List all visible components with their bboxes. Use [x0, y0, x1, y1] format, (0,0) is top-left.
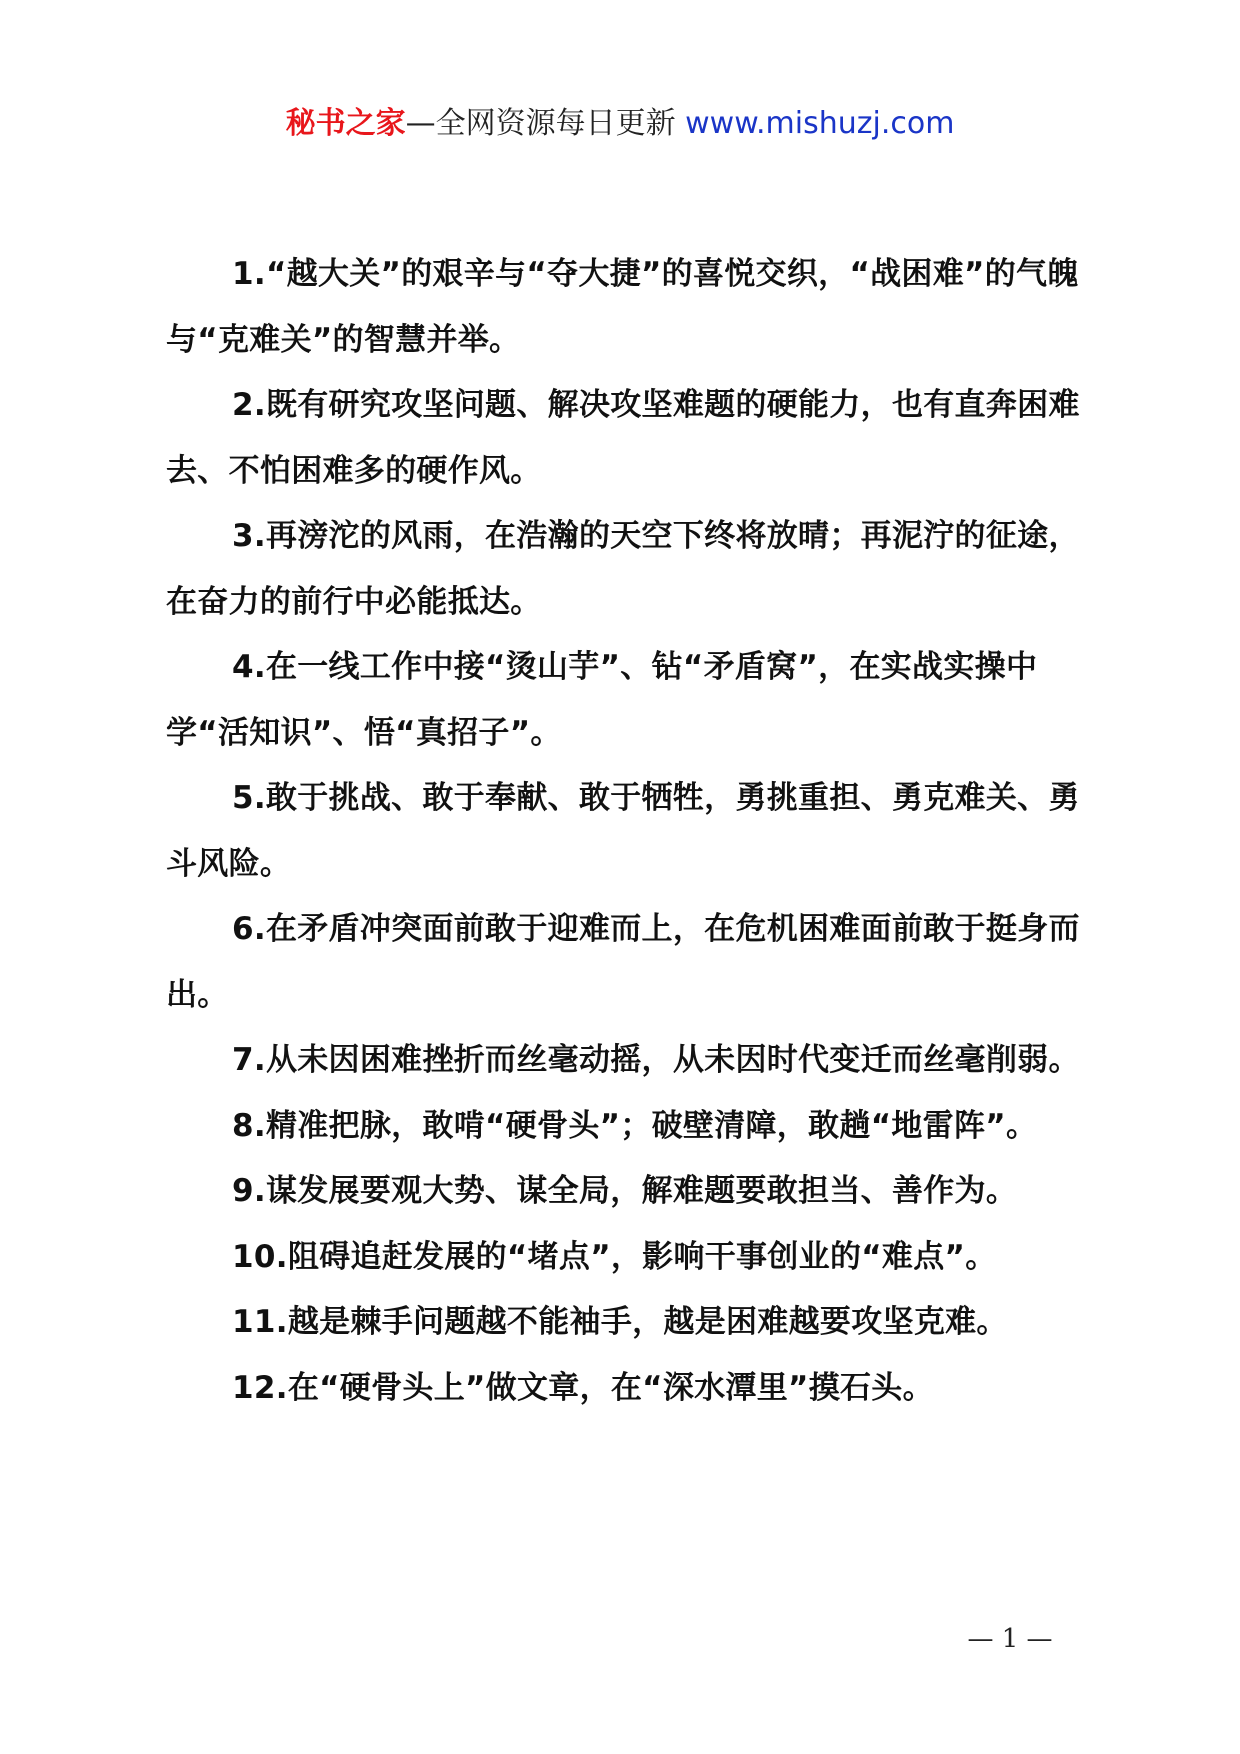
paragraph-8: 8.精准把脉，敢啃“硬骨头”；破壁清障，敢趟“地雷阵”。	[232, 1107, 1038, 1144]
website-url[interactable]: www.mishuzj.com	[685, 106, 955, 141]
paragraph-11: 11.越是棘手问题越不能袖手，越是困难越要攻坚克难。	[232, 1304, 1008, 1340]
brand-name: 秘书之家	[285, 106, 406, 141]
page-header	[0, 104, 1240, 144]
paragraph-12: 12.在“硬骨头上”做文章，在“深水潭里”摸石头。	[232, 1369, 934, 1406]
paragraph-5: 5.敢于挑战、敢于奉献、敢于牺牲，勇挑重担、勇克难关、勇斗风险。	[166, 780, 1080, 882]
paragraph-1: 1.“越大关”的艰辛与“夺大捷”的喜悦交织，“战困难”的气魄与“克难关”的智慧并举。	[166, 256, 1079, 358]
paragraph-3: 3.再滂沱的风雨，在浩瀚的天空下终将放晴；再泥泞的征途，在奋力的前行中必能抵达。	[166, 518, 1080, 620]
paragraph-9: 9.谋发展要观大势、谋全局，解难题要敢担当、善作为。	[232, 1173, 1018, 1209]
paragraph-7: 7.从未因困难挫折而丝毫动摇，从未因时代变迁而丝毫削弱。	[232, 1042, 1080, 1078]
document-body	[166, 242, 1082, 1421]
paragraph-6: 6.在矛盾冲突面前敢于迎难而上，在危机困难面前敢于挺身而出。	[166, 911, 1080, 1013]
paragraph-4: 4.在一线工作中接“烫山芋”、钻“矛盾窝”，在实战实操中学“活知识”、悟“真招子”。	[166, 649, 1038, 751]
paragraph-10: 10.阻碍追赶发展的“堵点”，影响干事创业的“难点”。	[232, 1238, 997, 1275]
paragraph-2: 2.既有研究攻坚问题、解决攻坚难题的硬能力，也有直奔困难去、不怕困难多的硬作风。	[166, 387, 1080, 489]
header-tagline: —全网资源每日更新	[405, 106, 686, 141]
page-number: — 1 —	[967, 1624, 1053, 1654]
